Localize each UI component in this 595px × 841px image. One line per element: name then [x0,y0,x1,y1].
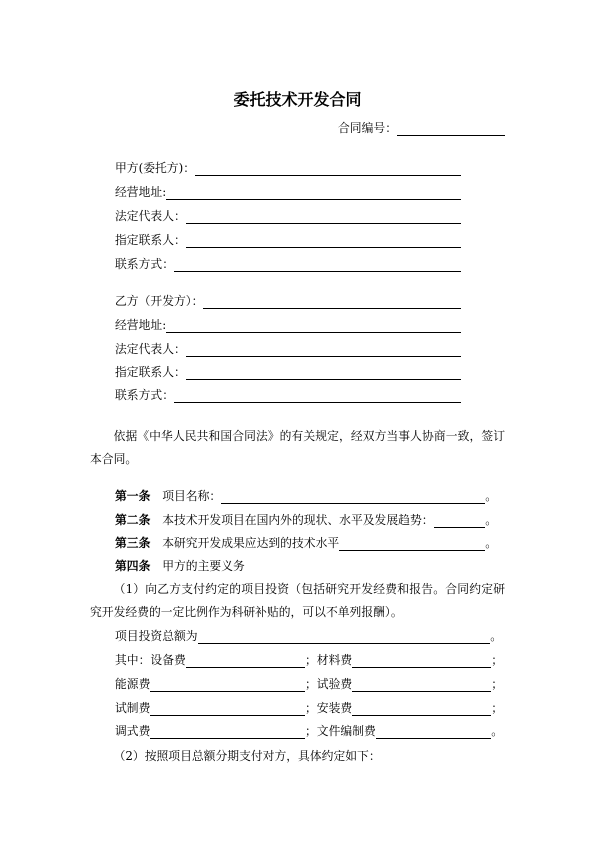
article-4-row [115,558,497,574]
cost-row-3-right [305,700,503,716]
documentation-cost-blank[interactable] [376,725,491,739]
total-investment-label: 项目投资总额为 [115,629,198,643]
contract-number-row [338,120,505,136]
article-3-row [115,535,497,551]
party-b-contact-person-label: 指定联系人： [115,365,186,379]
party-b-name-blank[interactable] [203,295,461,309]
material-cost-label: ；材料费 [305,653,353,667]
party-b-contact-info-row [115,387,461,403]
party-a-contact-person-blank[interactable] [186,234,461,248]
party-a-name-label: 甲方(委托方)： [115,161,195,175]
party-b-address-blank[interactable] [166,319,461,333]
article-1-row [115,488,497,504]
article-2-row [115,512,497,528]
equipment-cost-label: 其中：设备费 [115,653,186,667]
test-cost-label: ；试验费 [305,677,353,691]
test-cost-blank[interactable] [352,678,491,692]
cost-row-3-left [115,700,305,716]
item-2-paragraph: （2）按照项目总额分期支付对方，具体约定如下： [113,749,381,763]
party-b-representative-row [115,341,461,357]
cost-row-4-end: 。 [491,724,503,738]
party-b-name-label: 乙方（开发方）： [115,294,204,308]
project-status-blank[interactable] [434,514,486,528]
article-3-text: 本研究开发成果应达到的技术水平 [162,536,340,550]
party-a-representative-row [115,208,461,224]
article-2-number: 第二条 [115,513,151,527]
trial-production-cost-blank[interactable] [150,702,305,716]
document-title: 委托技术开发合同 [233,90,362,109]
debugging-cost-blank[interactable] [150,725,305,739]
technical-level-blank[interactable] [339,537,485,551]
party-b-address-row [115,317,461,333]
energy-cost-label: 能源费 [115,677,151,691]
article-2-end: 。 [485,513,497,527]
total-investment-row [115,628,502,644]
party-a-address-label: 经营地址: [115,185,167,199]
documentation-cost-label: ；文件编制费 [305,724,376,738]
contract-number-label: 合同编号： [338,121,397,135]
article-2-text: 本技术开发项目在国内外的现状、水平及发展趋势： [162,513,434,527]
article-3-end: 。 [485,536,497,550]
party-a-address-blank[interactable] [166,186,461,200]
preamble-paragraph: 依据《中华人民共和国合同法》的有关规定，经双方当事人协商一致，签订本合同。 [90,429,505,466]
item-1-paragraph: （1）向乙方支付约定的项目投资（包括研究开发经费和报告。合同约定研究开发经费的一定比例作为科研补贴的，可以不单列报酬）。 [90,582,505,619]
cost-row-2-right [305,676,503,692]
cost-row-4-right [305,723,503,739]
equipment-cost-blank[interactable] [186,654,305,668]
party-a-contact-person-label: 指定联系人： [115,233,186,247]
party-a-contact-info-row [115,256,461,272]
cost-row-1-right [305,652,503,668]
cost-row-1-end: ； [491,653,503,667]
total-investment-blank[interactable] [198,630,491,644]
article-1-end: 。 [485,489,497,503]
party-a-representative-blank[interactable] [186,210,461,224]
party-a-representative-label: 法定代表人： [115,209,186,223]
cost-row-1-left [115,652,305,668]
article-4-number: 第四条 [115,559,151,573]
party-b-representative-blank[interactable] [186,343,461,357]
party-b-contact-person-blank[interactable] [186,366,461,380]
trial-production-cost-label: 试制费 [115,701,151,715]
total-investment-end: 。 [490,629,502,643]
installation-cost-label: ；安装费 [305,701,353,715]
contract-number-blank[interactable] [397,122,505,136]
party-a-name-blank[interactable] [195,162,461,176]
cost-row-3-end: ； [491,701,503,715]
debugging-cost-label: 调式费 [115,724,151,738]
article-4-text: 甲方的主要义务 [162,559,245,573]
party-a-contact-info-blank[interactable] [174,258,461,272]
party-a-address-row [115,184,461,200]
installation-cost-blank[interactable] [352,702,491,716]
party-b-contact-info-blank[interactable] [174,389,461,403]
party-b-address-label: 经营地址: [115,318,167,332]
cost-row-2-left [115,676,305,692]
article-3-number: 第三条 [115,536,151,550]
party-a-name-row [115,160,461,176]
party-b-representative-label: 法定代表人： [115,342,186,356]
project-name-blank[interactable] [221,490,485,504]
cost-row-4-left [115,723,305,739]
article-1-number: 第一条 [115,489,151,503]
party-b-contact-person-row [115,364,461,380]
material-cost-blank[interactable] [352,654,491,668]
party-b-contact-info-label: 联系方式： [115,388,174,402]
energy-cost-blank[interactable] [150,678,305,692]
article-1-text: 项目名称： [162,489,222,503]
party-a-contact-info-label: 联系方式： [115,257,174,271]
cost-row-2-end: ； [491,677,503,691]
party-b-name-row [115,293,461,309]
party-a-contact-person-row [115,232,461,248]
